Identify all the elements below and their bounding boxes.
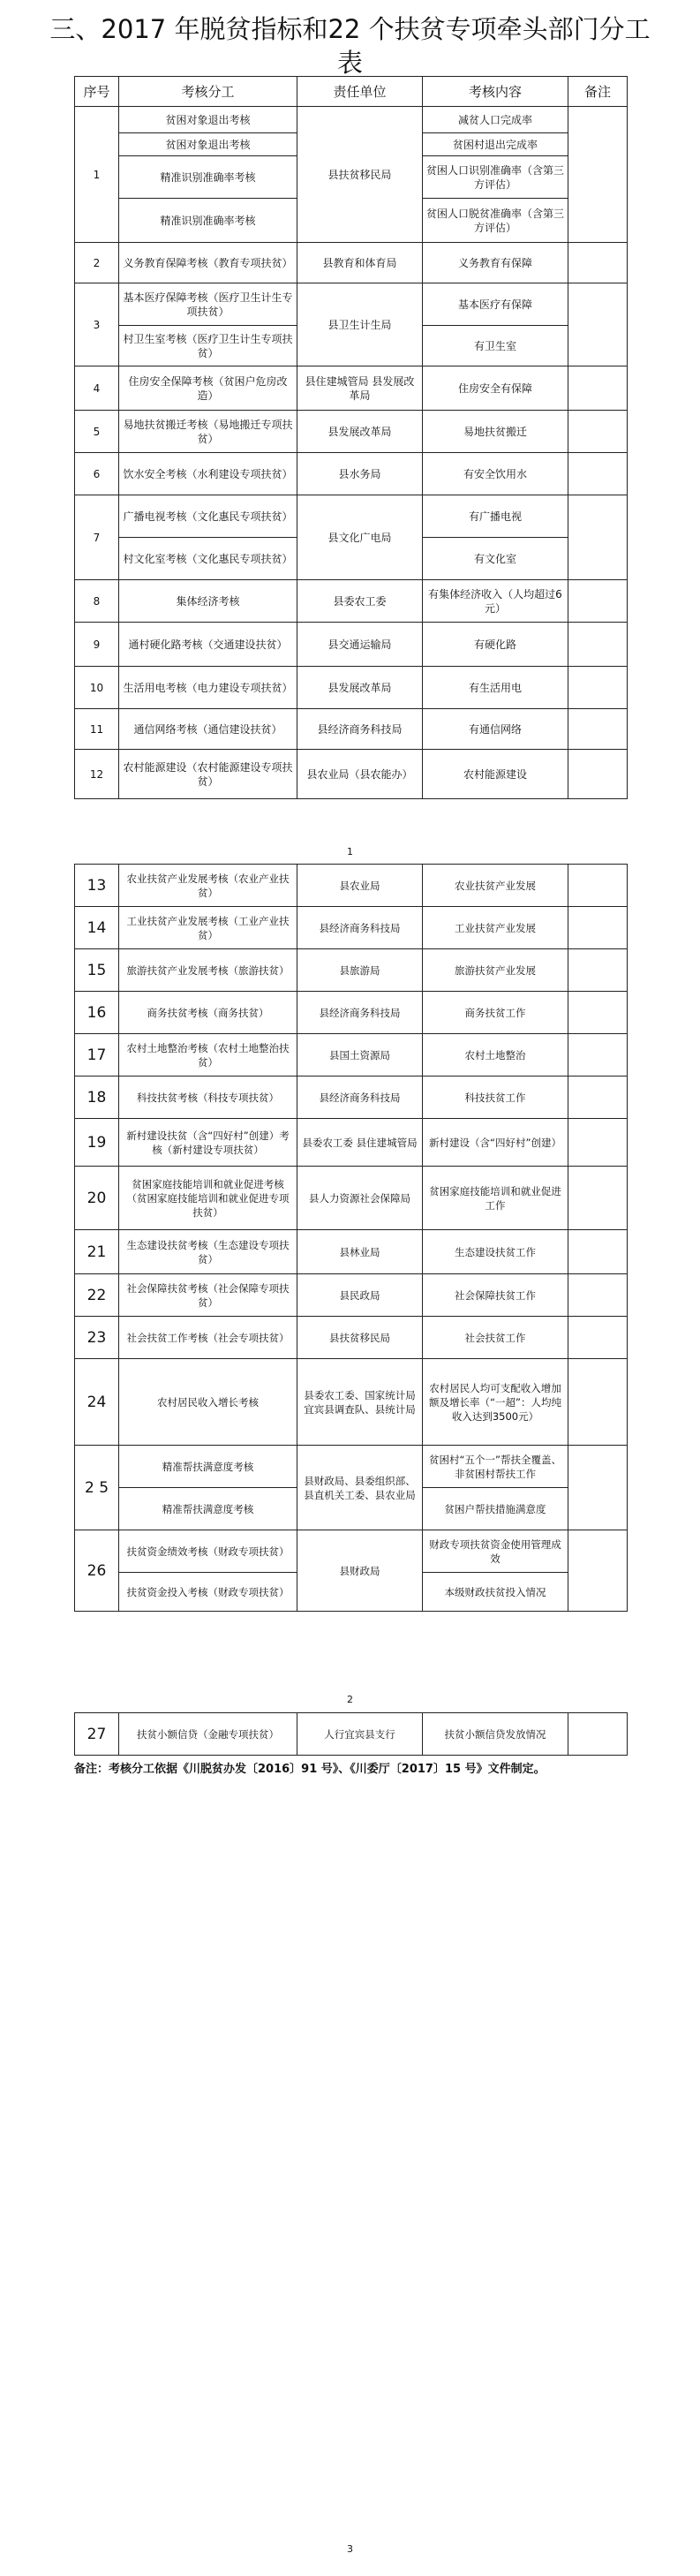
table-row xyxy=(75,453,628,495)
table-row xyxy=(75,283,628,326)
seq-cell: 1 xyxy=(75,107,119,243)
remark-cell xyxy=(568,623,628,667)
table-row xyxy=(75,992,628,1034)
unit-cell: 县发展改革局 xyxy=(297,411,423,453)
content-cell: 有集体经济收入（人均超过6元） xyxy=(423,580,568,623)
content-cell: 社会保障扶贫工作 xyxy=(423,1274,568,1317)
duty-cell: 工业扶贫产业发展考核（工业产业扶贫） xyxy=(119,907,297,949)
seq-cell: 19 xyxy=(75,1119,119,1167)
remark-cell xyxy=(568,1230,628,1274)
remark-cell xyxy=(568,580,628,623)
table-row xyxy=(75,1530,628,1573)
table-row xyxy=(75,1230,628,1274)
content-cell: 有安全饮用水 xyxy=(423,453,568,495)
table-row xyxy=(75,1446,628,1488)
content-cell: 住房安全有保障 xyxy=(423,366,568,411)
table-row xyxy=(75,411,628,453)
duty-cell: 精准识别准确率考核 xyxy=(119,199,297,243)
table-row xyxy=(75,709,628,750)
unit-cell: 县国土资源局 xyxy=(297,1034,423,1076)
page-number-3: 3 xyxy=(347,2543,353,2555)
seq-cell: 9 xyxy=(75,623,119,667)
content-cell: 有卫生室 xyxy=(423,326,568,366)
content-cell: 贫困户帮扶措施满意度 xyxy=(423,1488,568,1530)
duty-cell: 扶贫资金绩效考核（财政专项扶贫） xyxy=(119,1530,297,1573)
unit-cell: 县民政局 xyxy=(297,1274,423,1317)
content-cell: 贫困人口脱贫准确率（含第三方评估） xyxy=(423,199,568,243)
remark-cell xyxy=(568,1076,628,1119)
unit-cell: 县住建城管局 县发展改革局 xyxy=(297,366,423,411)
seq-cell: 4 xyxy=(75,366,119,411)
header-unit: 责任单位 xyxy=(297,77,423,107)
seq-cell: 8 xyxy=(75,580,119,623)
unit-cell: 县卫生计生局 xyxy=(297,283,423,366)
seq-cell: 2 5 xyxy=(75,1446,119,1530)
seq-cell: 10 xyxy=(75,667,119,709)
content-cell: 有文化室 xyxy=(423,538,568,580)
content-cell: 基本医疗有保障 xyxy=(423,283,568,326)
content-cell: 新村建设（含“四好村”创建） xyxy=(423,1119,568,1167)
table-row xyxy=(75,1274,628,1317)
unit-cell: 县经济商务科技局 xyxy=(297,992,423,1034)
unit-cell: 县人力资源社会保障局 xyxy=(297,1167,423,1230)
table-row xyxy=(75,1359,628,1446)
content-cell: 贫困家庭技能培训和就业促进工作 xyxy=(423,1167,568,1230)
seq-cell: 17 xyxy=(75,1034,119,1076)
remark-cell xyxy=(568,907,628,949)
content-cell: 旅游扶贫产业发展 xyxy=(423,949,568,992)
duty-cell: 村卫生室考核（医疗卫生计生专项扶贫） xyxy=(119,326,297,366)
seq-cell: 15 xyxy=(75,949,119,992)
duty-cell: 住房安全保障考核（贫困户危房改造） xyxy=(119,366,297,411)
remark-cell xyxy=(568,1530,628,1612)
duty-cell: 新村建设扶贫（含“四好村”创建）考核（新村建设专项扶贫） xyxy=(119,1119,297,1167)
header-remark: 备注 xyxy=(568,77,628,107)
table-row xyxy=(75,1713,628,1756)
remark-cell xyxy=(568,1359,628,1446)
seq-cell: 22 xyxy=(75,1274,119,1317)
duty-cell: 旅游扶贫产业发展考核（旅游扶贫） xyxy=(119,949,297,992)
seq-cell: 12 xyxy=(75,750,119,799)
remark-cell xyxy=(568,1713,628,1756)
duty-cell: 饮水安全考核（水利建设专项扶贫） xyxy=(119,453,297,495)
unit-cell: 县委农工委 xyxy=(297,580,423,623)
seq-cell: 13 xyxy=(75,865,119,907)
duty-cell: 农村居民收入增长考核 xyxy=(119,1359,297,1446)
seq-cell: 23 xyxy=(75,1317,119,1359)
footnote: 备注：考核分工依据《川脱贫办发〔2016〕91 号》、《川委厅〔2017〕15 号》文件制定。 xyxy=(74,1763,546,1776)
duty-cell: 义务教育保障考核（教育专项扶贫） xyxy=(119,243,297,283)
content-cell: 贫困人口识别准确率（含第三方评估） xyxy=(423,156,568,199)
duty-cell: 农村土地整治考核（农村土地整治扶贫） xyxy=(119,1034,297,1076)
remark-cell xyxy=(568,283,628,366)
table-row xyxy=(75,1167,628,1230)
content-cell: 扶贫小额信贷发放情况 xyxy=(423,1713,568,1756)
table-row xyxy=(75,366,628,411)
table-row xyxy=(75,949,628,992)
unit-cell: 县扶贫移民局 xyxy=(297,1317,423,1359)
table-row xyxy=(75,107,628,133)
content-cell: 商务扶贫工作 xyxy=(423,992,568,1034)
content-cell: 有生活用电 xyxy=(423,667,568,709)
duty-cell: 农村能源建设（农村能源建设专项扶贫） xyxy=(119,750,297,799)
duty-cell: 农业扶贫产业发展考核（农业产业扶贫） xyxy=(119,865,297,907)
content-cell: 农村居民人均可支配收入增加额及增长率（“一超”：人均纯收入达到3500元） xyxy=(423,1359,568,1446)
table-header-row xyxy=(75,77,628,107)
duty-cell: 贫困对象退出考核 xyxy=(119,133,297,156)
table-row xyxy=(75,243,628,283)
seq-cell: 3 xyxy=(75,283,119,366)
content-cell: 义务教育有保障 xyxy=(423,243,568,283)
unit-cell: 县财政局、县委组织部、县直机关工委、县农业局 xyxy=(297,1446,423,1530)
content-cell: 科技扶贫工作 xyxy=(423,1076,568,1119)
unit-cell: 县交通运输局 xyxy=(297,623,423,667)
remark-cell xyxy=(568,495,628,580)
remark-cell xyxy=(568,453,628,495)
table-row xyxy=(75,623,628,667)
remark-cell xyxy=(568,1317,628,1359)
content-cell: 生态建设扶贫工作 xyxy=(423,1230,568,1274)
remark-cell xyxy=(568,709,628,750)
table-row xyxy=(75,1119,628,1167)
remark-cell xyxy=(568,1034,628,1076)
remark-cell xyxy=(568,865,628,907)
seq-cell: 7 xyxy=(75,495,119,580)
remark-cell xyxy=(568,411,628,453)
content-cell: 农村能源建设 xyxy=(423,750,568,799)
unit-cell: 县委农工委 县住建城管局 xyxy=(297,1119,423,1167)
unit-cell: 县文化广电局 xyxy=(297,495,423,580)
remark-cell xyxy=(568,1119,628,1167)
assignment-table-page-1 xyxy=(74,76,628,799)
seq-cell: 20 xyxy=(75,1167,119,1230)
content-cell: 本级财政扶贫投入情况 xyxy=(423,1573,568,1612)
header-seq: 序号 xyxy=(75,77,119,107)
page-title xyxy=(0,12,700,79)
seq-cell: 6 xyxy=(75,453,119,495)
unit-cell: 县财政局 xyxy=(297,1530,423,1612)
table-row xyxy=(75,907,628,949)
page-number-2: 2 xyxy=(347,1694,353,1705)
table-row xyxy=(75,667,628,709)
content-cell: 农村土地整治 xyxy=(423,1034,568,1076)
unit-cell: 县经济商务科技局 xyxy=(297,709,423,750)
page-number-1: 1 xyxy=(347,846,353,857)
seq-cell: 26 xyxy=(75,1530,119,1612)
content-cell: 工业扶贫产业发展 xyxy=(423,907,568,949)
header-content: 考核内容 xyxy=(423,77,568,107)
duty-cell: 科技扶贫考核（科技专项扶贫） xyxy=(119,1076,297,1119)
table-row xyxy=(75,1317,628,1359)
content-cell: 社会扶贫工作 xyxy=(423,1317,568,1359)
duty-cell: 精准帮扶满意度考核 xyxy=(119,1488,297,1530)
unit-cell: 人行宜宾县支行 xyxy=(297,1713,423,1756)
table-row xyxy=(75,580,628,623)
table-row xyxy=(75,495,628,538)
unit-cell: 县发展改革局 xyxy=(297,667,423,709)
seq-cell: 16 xyxy=(75,992,119,1034)
remark-cell xyxy=(568,949,628,992)
remark-cell xyxy=(568,1274,628,1317)
remark-cell xyxy=(568,243,628,283)
duty-cell: 通信网络考核（通信建设扶贫） xyxy=(119,709,297,750)
content-cell: 财政专项扶贫资金使用管理成效 xyxy=(423,1530,568,1573)
duty-cell: 贫困家庭技能培训和就业促进考核（贫困家庭技能培训和就业促进专项扶贫） xyxy=(119,1167,297,1230)
unit-cell: 县教育和体育局 xyxy=(297,243,423,283)
duty-cell: 生活用电考核（电力建设专项扶贫） xyxy=(119,667,297,709)
unit-cell: 县农业局 xyxy=(297,865,423,907)
title-line-1: 三、2017 年脱贫指标和22 个扶贫专项牵头部门分工 xyxy=(49,14,651,44)
remark-cell xyxy=(568,1167,628,1230)
content-cell: 贫困村退出完成率 xyxy=(423,133,568,156)
remark-cell xyxy=(568,107,628,243)
header-duty: 考核分工 xyxy=(119,77,297,107)
content-cell: 减贫人口完成率 xyxy=(423,107,568,133)
unit-cell: 县林业局 xyxy=(297,1230,423,1274)
seq-cell: 24 xyxy=(75,1359,119,1446)
content-cell: 有硬化路 xyxy=(423,623,568,667)
unit-cell: 县扶贫移民局 xyxy=(297,107,423,243)
remark-cell xyxy=(568,1446,628,1530)
seq-cell: 5 xyxy=(75,411,119,453)
duty-cell: 贫困对象退出考核 xyxy=(119,107,297,133)
duty-cell: 扶贫资金投入考核（财政专项扶贫） xyxy=(119,1573,297,1612)
duty-cell: 广播电视考核（文化惠民专项扶贫） xyxy=(119,495,297,538)
duty-cell: 基本医疗保障考核（医疗卫生计生专项扶贫） xyxy=(119,283,297,326)
unit-cell: 县经济商务科技局 xyxy=(297,907,423,949)
table-row xyxy=(75,750,628,799)
duty-cell: 通村硬化路考核（交通建设扶贫） xyxy=(119,623,297,667)
duty-cell: 精准识别准确率考核 xyxy=(119,156,297,199)
content-cell: 贫困村“五个一”帮扶全覆盖、非贫困村帮扶工作 xyxy=(423,1446,568,1488)
assignment-table-page-2 xyxy=(74,864,628,1612)
remark-cell xyxy=(568,366,628,411)
seq-cell: 18 xyxy=(75,1076,119,1119)
content-cell: 有通信网络 xyxy=(423,709,568,750)
unit-cell: 县农业局（县农能办） xyxy=(297,750,423,799)
seq-cell: 27 xyxy=(75,1713,119,1756)
duty-cell: 社会扶贫工作考核（社会专项扶贫） xyxy=(119,1317,297,1359)
seq-cell: 11 xyxy=(75,709,119,750)
content-cell: 易地扶贫搬迁 xyxy=(423,411,568,453)
duty-cell: 集体经济考核 xyxy=(119,580,297,623)
seq-cell: 2 xyxy=(75,243,119,283)
seq-cell: 14 xyxy=(75,907,119,949)
title-line-2: 表 xyxy=(336,48,363,78)
remark-cell xyxy=(568,992,628,1034)
content-cell: 有广播电视 xyxy=(423,495,568,538)
duty-cell: 精准帮扶满意度考核 xyxy=(119,1446,297,1488)
assignment-table-page-3 xyxy=(74,1712,628,1756)
duty-cell: 易地扶贫搬迁考核（易地搬迁专项扶贫） xyxy=(119,411,297,453)
unit-cell: 县经济商务科技局 xyxy=(297,1076,423,1119)
seq-cell: 21 xyxy=(75,1230,119,1274)
table-row xyxy=(75,865,628,907)
table-row xyxy=(75,1034,628,1076)
remark-cell xyxy=(568,750,628,799)
unit-cell: 县水务局 xyxy=(297,453,423,495)
duty-cell: 社会保障扶贫考核（社会保障专项扶贫） xyxy=(119,1274,297,1317)
content-cell: 农业扶贫产业发展 xyxy=(423,865,568,907)
unit-cell: 县旅游局 xyxy=(297,949,423,992)
duty-cell: 扶贫小额信贷（金融专项扶贫） xyxy=(119,1713,297,1756)
unit-cell: 县委农工委、国家统计局宜宾县调查队、县统计局 xyxy=(297,1359,423,1446)
table-row xyxy=(75,1076,628,1119)
duty-cell: 生态建设扶贫考核（生态建设专项扶贫） xyxy=(119,1230,297,1274)
duty-cell: 商务扶贫考核（商务扶贫） xyxy=(119,992,297,1034)
duty-cell: 村文化室考核（文化惠民专项扶贫） xyxy=(119,538,297,580)
remark-cell xyxy=(568,667,628,709)
